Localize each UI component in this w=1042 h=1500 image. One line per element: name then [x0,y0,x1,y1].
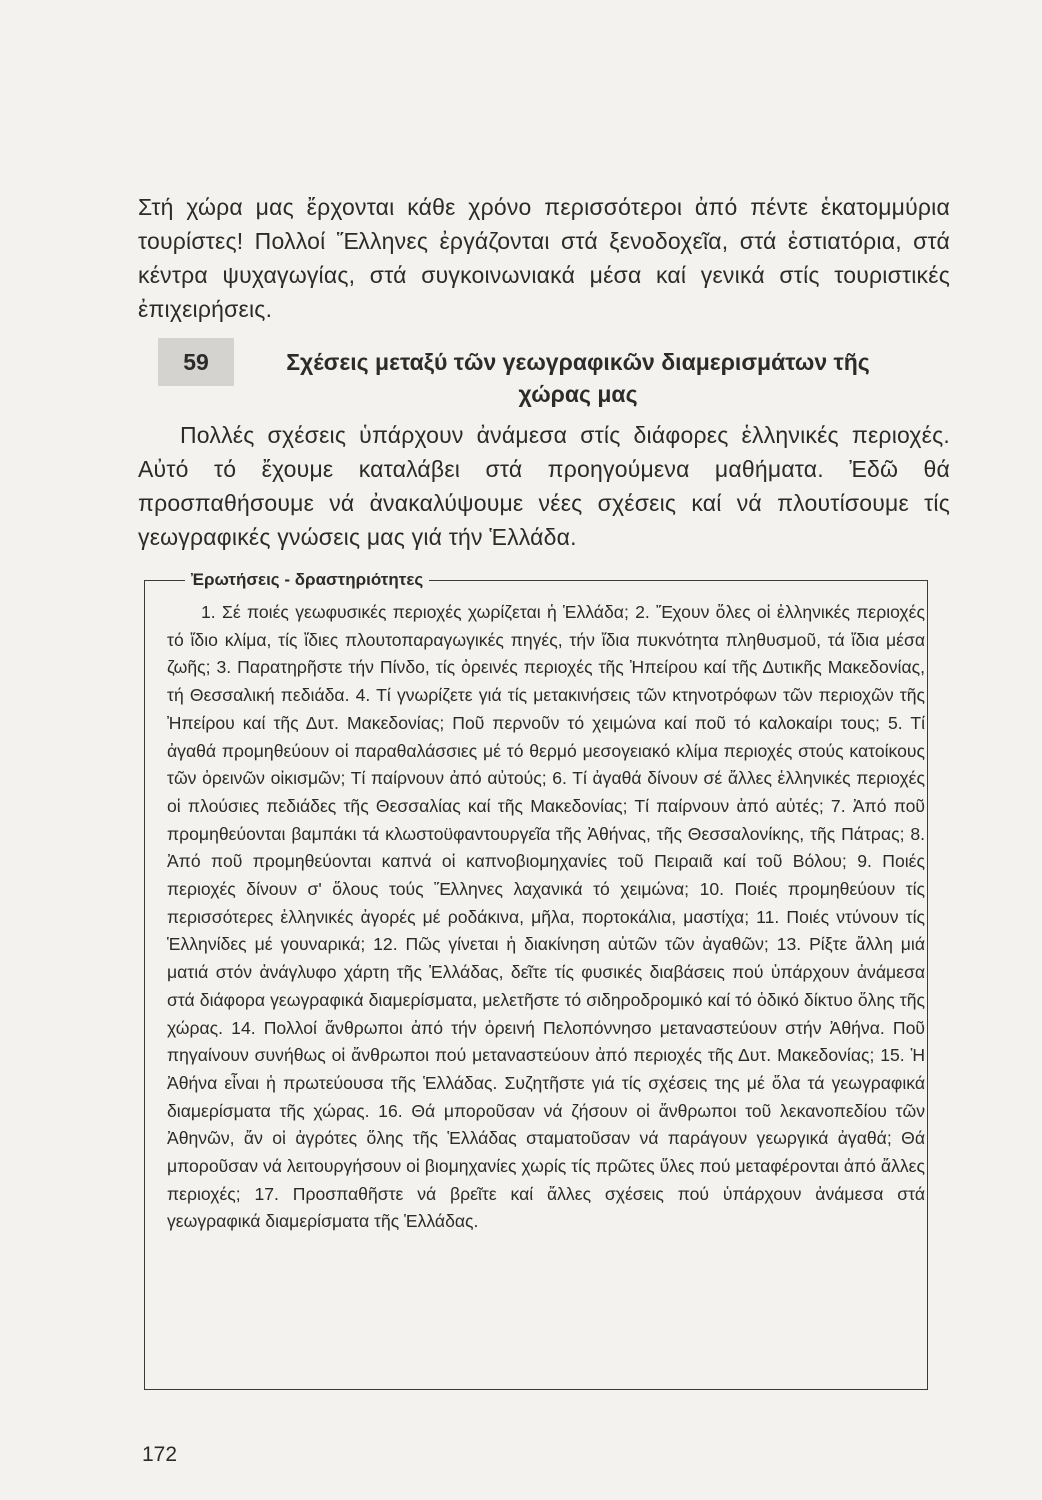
lesson-heading [158,338,958,408]
page-number: 172 [142,1443,178,1466]
questions-title: Ἐρωτήσεις - δραστηριότητες [185,569,429,591]
lesson-number-badge: 59 [158,338,234,386]
lesson-title: Σχέσεις μεταξύ τῶν γεωγραφικῶν διαμερισμάτων τῆς χώρας μας [286,349,870,407]
questions-text: 1. Σέ ποιές γεωφυσικές περιοχές χωρίζεται ἡ Ἑλλάδα; 2. Ἔχουν ὅλες οἱ ἑλληνικές περιοχές τό ἴδιο κλίμα, τίς ἴδιες πλουτοπαραγωγικές πηγές, τήν ἴδια πυκνότητα πληθυσμοῦ, τά ἴδια μέσα ζωῆς; 3. Παρατηρῆστε τήν Πίνδο, τίς ὀρεινές περιοχές τῆς Ἠπείρου καί τῆς Δυτικῆς Μακεδονίας, τή Θεσσαλική πεδιάδα. 4. Τί γνωρίζετε γιά τίς μετακινήσεις τῶν κτηνοτρόφων τῶν περιοχῶν τῆς Ἠπείρου καί τῆς Δυτ. Μακεδονίας; Ποῦ περνοῦν τό χειμώνα καί ποῦ τό καλοκαίρι τους; 5. Τί ἀγαθά προμηθεύουν οἱ παραθαλάσσιες μέ τό θερμό μεσογειακό κλίμα περιοχές στούς κατοίκους τῶν ὀρεινῶν οἰκισμῶν; Τί παίρνουν ἀπό αὐτούς; 6. Τί ἀγαθά δίνουν σέ ἄλλες ἑλληνικές περιοχές οἱ πλούσιες πεδιάδες τῆς Θεσσαλίας καί τῆς Μακεδονίας; Τί παίρνουν ἀπό αὐτές; 7. Ἀπό ποῦ προμηθεύονται βαμπάκι τά κλωστοϋφαντουργεῖα τῆς Ἀθήνας, τῆς Θεσσαλονίκης, τῆς Πάτρας; 8. Ἀπό ποῦ προμηθεύονται καπνά οἱ καπνοβιομηχανίες τοῦ Πειραιᾶ καί τοῦ Βόλου; 9. Ποιές περιοχές δίνουν σ' ὅλους τούς Ἕλληνες λαχανικά τό χειμώνα; 10. Ποιές προμηθεύουν τίς περισσότερες ἑλληνικές ἀγορές μέ ροδάκινα, μῆλα, πορτοκάλια, μαστίχα; 11. Ποιές ντύνουν τίς Ἑλληνίδες μέ γουναρικά; 12. Πῶς γίνεται ἡ διακίνηση αὐτῶν τῶν ἀγαθῶν; 13. Ρίξτε ἄλλη μιά ματιά στόν ἀνάγλυφο χάρτη τῆς Ἑλλάδας, δεῖτε τίς φυσικές διαβάσεις πού ὑπάρχουν ἀνάμεσα στά διάφορα γεωγραφικά διαμερίσματα, μελετῆστε τό σιδηροδρομικό καί τό ὁδικό δίκτυο ὅλης τῆς χώρας. 14. Πολλοί ἄνθρωποι ἀπό τήν ὀρεινή Πελοπόννησο μεταναστεύουν στήν Ἀθήνα. Ποῦ πηγαίνουν συνήθως οἱ ἄνθρωποι πού μεταναστεύουν ἀπό περιοχές τῆς Δυτ. Μακεδονίας; 15. Ἡ Ἀθήνα εἶναι ἡ πρωτεύουσα τῆς Ἑλλάδας. Συζητῆστε γιά τίς σχέσεις της μέ ὅλα τά γεωγραφικά διαμερίσματα τῆς χώρας. 16. Θά μποροῦσαν νά ζήσουν οἱ ἄνθρωποι τοῦ λεκανοπεδίου τῶν Ἀθηνῶν, ἄν οἱ ἀγρότες ὅλης τῆς Ἑλλάδας σταματοῦσαν νά παράγουν γεωργικά ἀγαθά; Θά μποροῦσαν νά λειτουργήσουν οἱ βιομηχανίες χωρίς τίς πρῶτες ὕλες πού μεταφέρονται ἀπό ἄλλες περιοχές; 17. Προσπαθῆστε νά βρεῖτε καί ἄλλες σχέσεις πού ὑπάρχουν ἀνάμεσα στά γεωγραφικά διαμερίσματα τῆς Ἑλλάδας. [167,602,925,1232]
questions-box [144,570,928,1390]
intro-paragraph: Στή χώρα μας ἔρχονται κάθε χρόνο περισσότεροι ἀπό πέντε ἑκατομμύρια τουρίστες! Πολλοί Ἕλληνες ἐργάζονται στά ξενοδοχεῖα, στά ἑστιατόρια, στά κέντρα ψυχαγωγίας, στά συγκοινωνιακά μέσα καί γενικά στίς τουριστικές ἐπιχειρήσεις. [138,194,950,322]
lesson-intro-paragraph: Πολλές σχέσεις ὑπάρχουν ἀνάμεσα στίς διάφορες ἑλληνικές περιοχές. Αὐτό τό ἔχουμε καταλάβει στά προηγούμενα μαθήματα. Ἐδῶ θά προσπαθήσουμε νά ἀνακαλύψουμε νέες σχέσεις καί νά πλουτίσουμε τίς γεωγραφικές γνώσεις μας γιά τήν Ἑλλάδα. [138,422,950,550]
